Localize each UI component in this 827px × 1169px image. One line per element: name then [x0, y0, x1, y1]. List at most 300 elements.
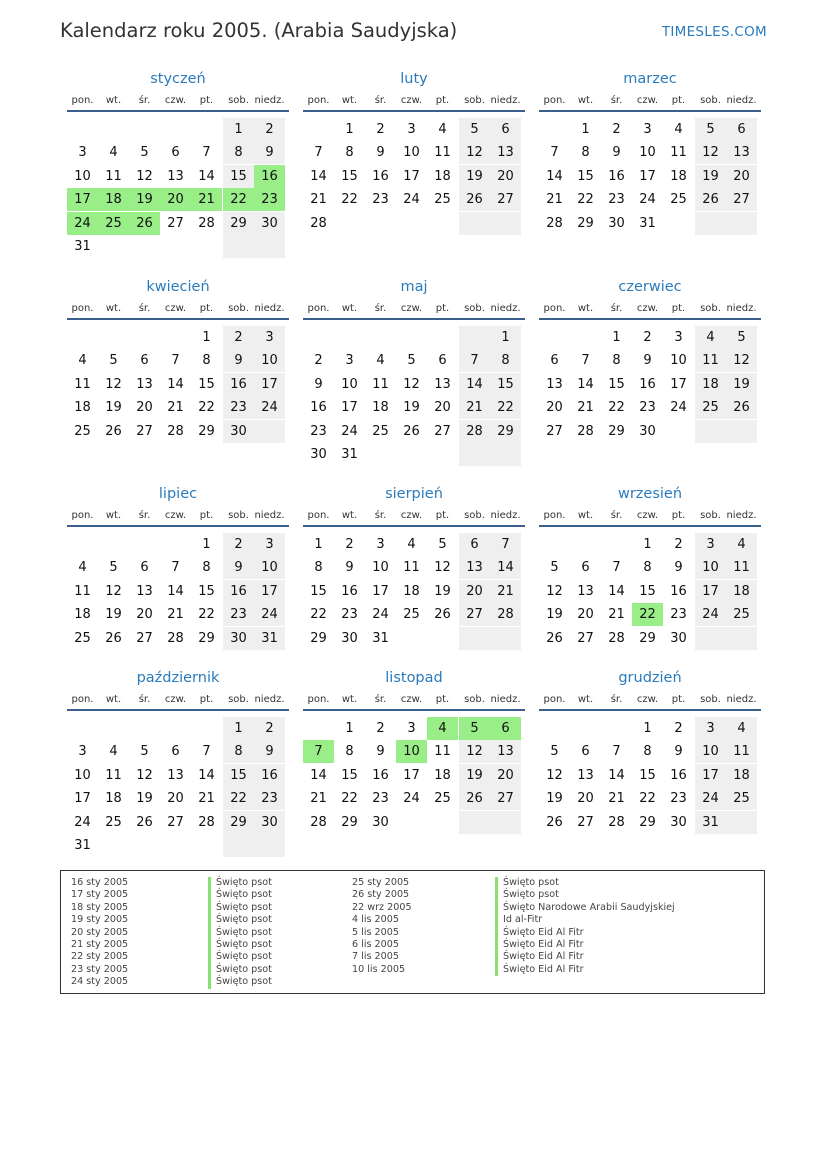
month-block [539, 279, 761, 479]
calendar-day: 11 [74, 583, 91, 599]
legend-holiday-name: Święto psot [208, 939, 272, 951]
calendar-day: 24 [254, 603, 285, 626]
calendar-day: 1 [643, 721, 652, 736]
weekday-label: wt. [105, 95, 122, 106]
calendar-day: 23 [372, 791, 389, 807]
calendar-day: 21 [310, 791, 327, 807]
calendar-day: 7 [612, 560, 621, 576]
calendar-day: 5 [109, 560, 118, 576]
calendar-day: 20 [726, 165, 757, 188]
calendar-day: 4 [78, 353, 87, 369]
calendar-day: 21 [459, 396, 490, 419]
month-name: grudzień [618, 670, 682, 686]
calendar-day: 9 [674, 560, 683, 576]
calendar-day: 15 [223, 165, 254, 188]
calendar-day: 14 [167, 583, 184, 599]
calendar-day: 6 [438, 353, 447, 369]
calendar-day: 11 [695, 349, 726, 372]
calendar-day: 1 [345, 721, 354, 736]
calendar-day: 13 [490, 141, 521, 164]
calendar-day: 22 [577, 192, 594, 208]
weekday-label: sob. [464, 303, 485, 314]
calendar-day: 18 [695, 373, 726, 396]
calendar-day: 28 [490, 603, 521, 626]
calendar-day: 5 [459, 118, 490, 141]
calendar-day: 4 [109, 145, 118, 161]
legend-holiday-name: Święto psot [208, 902, 272, 914]
calendar-day: 13 [434, 376, 451, 392]
weekday-label: śr. [610, 303, 623, 314]
legend-holiday-name: Święto psot [208, 927, 272, 939]
calendar-day: 12 [105, 583, 122, 599]
month-name: październik [136, 670, 220, 686]
weekend-empty-cell [223, 834, 254, 857]
legend-holiday-name: Święto psot [208, 877, 272, 889]
month-block [67, 486, 289, 686]
calendar-day: 5 [726, 326, 757, 349]
calendar-day: 15 [639, 583, 656, 599]
calendar-day: 15 [577, 168, 594, 184]
calendar-day: 22 [341, 791, 358, 807]
weekday-label: śr. [610, 694, 623, 705]
calendar-day: 6 [581, 744, 590, 760]
calendar-day: 2 [345, 537, 354, 552]
calendar-day: 1 [643, 537, 652, 552]
legend-holiday-name: Święto psot [495, 877, 675, 889]
legend-date: 18 sty 2005 [71, 901, 129, 913]
weekday-label: wt. [577, 303, 594, 314]
legend-holiday-name: Święto psot [208, 964, 272, 976]
calendar-day: 14 [198, 168, 215, 184]
calendar-day: 26 [459, 188, 490, 211]
weekday-label: niedz. [490, 694, 521, 705]
header-rule [303, 709, 525, 711]
weekend-empty-cell [459, 627, 490, 650]
weekday-label: niedz. [726, 95, 757, 106]
calendar-day: 10 [74, 168, 91, 184]
holiday-day: 23 [254, 188, 285, 211]
calendar-day: 26 [434, 607, 451, 623]
weekday-label: śr. [138, 303, 151, 314]
calendar-day: 5 [438, 537, 447, 552]
calendar-day: 20 [434, 400, 451, 416]
calendar-day: 31 [74, 838, 91, 853]
weekday-label: niedz. [254, 694, 285, 705]
weekday-label: czw. [636, 510, 659, 521]
calendar-day: 12 [726, 349, 757, 372]
calendar-day: 13 [577, 583, 594, 599]
calendar-day: 19 [459, 165, 490, 188]
calendar-day: 4 [438, 122, 447, 137]
calendar-day: 17 [254, 580, 285, 603]
weekday-label: pt. [671, 510, 686, 521]
calendar-day: 14 [608, 767, 625, 783]
weekday-label: sob. [700, 510, 721, 521]
calendar-day: 10 [254, 349, 285, 372]
calendar-day: 24 [695, 603, 726, 626]
weekday-label: wt. [341, 95, 358, 106]
weekend-empty-cell [695, 212, 726, 235]
calendar-day: 1 [202, 330, 211, 345]
month-block [303, 486, 525, 686]
weekday-label: pt. [435, 303, 450, 314]
weekend-empty-cell [726, 627, 757, 650]
calendar-day: 1 [223, 717, 254, 740]
calendar-day: 13 [136, 583, 153, 599]
calendar-day: 27 [577, 814, 594, 830]
month-block [539, 71, 761, 271]
weekday-label: pon. [71, 95, 94, 106]
brand-link[interactable]: TIMESLES.COM [661, 24, 767, 40]
calendar-day: 21 [608, 607, 625, 623]
header-rule [539, 110, 761, 112]
calendar-day: 16 [608, 168, 625, 184]
calendar-day: 27 [167, 215, 184, 231]
calendar-day: 3 [695, 717, 726, 740]
weekend-empty-cell [490, 212, 521, 235]
calendar-day: 1 [202, 537, 211, 552]
holiday-day: 20 [160, 188, 191, 211]
calendar-day: 22 [223, 787, 254, 810]
calendar-day: 18 [726, 764, 757, 787]
calendar-day: 11 [372, 376, 389, 392]
weekday-label: wt. [341, 303, 358, 314]
calendar-day: 18 [434, 168, 451, 184]
calendar-day: 31 [695, 811, 726, 834]
calendar-day: 10 [341, 376, 358, 392]
calendar-day: 20 [577, 607, 594, 623]
month-name: marzec [623, 71, 677, 87]
calendar-day: 26 [105, 423, 122, 439]
weekday-label: pt. [199, 510, 214, 521]
calendar-day: 2 [223, 326, 254, 349]
weekday-label: pt. [671, 303, 686, 314]
calendar-day: 28 [608, 630, 625, 646]
calendar-day: 24 [670, 400, 687, 416]
weekday-label: wt. [105, 303, 122, 314]
legend-left-dates [71, 877, 128, 989]
weekday-label: śr. [610, 510, 623, 521]
weekday-label: wt. [577, 694, 594, 705]
weekday-label: sob. [228, 694, 249, 705]
calendar-day: 10 [639, 145, 656, 161]
calendar-day: 21 [167, 400, 184, 416]
calendar-day: 31 [254, 627, 285, 650]
calendar-day: 3 [345, 353, 354, 369]
calendar-day: 10 [403, 145, 420, 161]
calendar-day: 12 [403, 376, 420, 392]
calendar-day: 29 [223, 811, 254, 834]
calendar-day: 8 [643, 744, 652, 760]
calendar-day: 23 [608, 192, 625, 208]
weekday-label: wt. [341, 694, 358, 705]
calendar-day: 30 [223, 627, 254, 650]
calendar-day: 25 [403, 607, 420, 623]
calendar-day: 3 [78, 145, 87, 161]
calendar-day: 4 [376, 353, 385, 369]
calendar-day: 2 [254, 118, 285, 141]
weekend-empty-cell [695, 420, 726, 443]
calendar-day: 22 [341, 192, 358, 208]
calendar-day: 30 [341, 630, 358, 646]
calendar-day: 27 [490, 188, 521, 211]
legend-date: 10 lis 2005 [352, 963, 406, 975]
calendar-day: 30 [608, 215, 625, 231]
holiday-day: 25 [98, 212, 129, 235]
calendar-day: 21 [310, 192, 327, 208]
calendar-day: 8 [643, 560, 652, 576]
calendar-day: 8 [223, 141, 254, 164]
calendar-day: 25 [434, 192, 451, 208]
calendar-day: 31 [74, 239, 91, 254]
holiday-day: 26 [129, 212, 160, 235]
calendar-day: 9 [643, 353, 652, 369]
calendar-day: 16 [341, 583, 358, 599]
calendar-day: 1 [345, 122, 354, 137]
header-rule [67, 709, 289, 711]
calendar-day: 16 [310, 400, 327, 416]
month-name: maj [400, 279, 428, 295]
month-name: wrzesień [617, 486, 683, 502]
calendar-day: 6 [140, 560, 149, 576]
weekday-label: niedz. [254, 510, 285, 521]
holiday-day: 24 [67, 212, 98, 235]
calendar-day: 30 [670, 814, 687, 830]
calendar-day: 27 [577, 630, 594, 646]
calendar-day: 9 [345, 560, 354, 576]
calendar-day: 1 [490, 326, 521, 349]
calendar-day: 29 [198, 630, 215, 646]
calendar-day: 8 [202, 353, 211, 369]
legend-date: 25 sty 2005 [352, 877, 410, 888]
calendar-day: 13 [459, 556, 490, 579]
calendar-day: 20 [167, 791, 184, 807]
calendar-day: 4 [78, 560, 87, 576]
calendar-day: 15 [639, 767, 656, 783]
calendar-day: 2 [643, 330, 652, 345]
calendar-day: 20 [577, 791, 594, 807]
calendar-day: 6 [581, 560, 590, 576]
calendar-day: 26 [459, 787, 490, 810]
calendar-day: 14 [167, 376, 184, 392]
weekday-label: czw. [164, 303, 187, 314]
calendar-day: 27 [490, 787, 521, 810]
calendar-day: 24 [695, 787, 726, 810]
calendar-day: 28 [198, 215, 215, 231]
calendar-day: 14 [490, 556, 521, 579]
weekday-label: pon. [71, 510, 94, 521]
calendar-day: 15 [341, 767, 358, 783]
calendar-day: 27 [459, 603, 490, 626]
legend-holiday-name: Święto psot [208, 914, 272, 926]
calendar-day: 3 [254, 326, 285, 349]
calendar-day: 19 [105, 607, 122, 623]
calendar-day: 15 [223, 764, 254, 787]
calendar-day: 21 [577, 400, 594, 416]
calendar-day: 2 [254, 717, 285, 740]
weekday-label: wt. [105, 694, 122, 705]
calendar-day: 28 [459, 420, 490, 443]
weekday-label: śr. [374, 510, 387, 521]
header-rule [303, 110, 525, 112]
legend-date: 20 sty 2005 [71, 926, 129, 938]
weekday-label: śr. [138, 95, 151, 106]
calendar-day: 21 [198, 791, 215, 807]
calendar-day: 17 [403, 168, 420, 184]
calendar-day: 9 [612, 145, 621, 161]
weekday-label: czw. [636, 95, 659, 106]
calendar-day: 6 [171, 145, 180, 161]
header-rule [67, 525, 289, 527]
calendar-day: 28 [310, 215, 327, 231]
calendar-day: 11 [105, 168, 122, 184]
calendar-day: 7 [171, 353, 180, 369]
calendar-day: 2 [612, 122, 621, 137]
holiday-legend [60, 870, 765, 994]
calendar-day: 5 [550, 744, 559, 760]
calendar-day: 5 [140, 145, 149, 161]
weekday-label: czw. [400, 694, 423, 705]
calendar-day: 5 [140, 744, 149, 760]
calendar-day: 3 [254, 533, 285, 556]
calendar-day: 9 [376, 145, 385, 161]
weekend-empty-cell [223, 235, 254, 258]
calendar-day: 17 [254, 373, 285, 396]
calendar-day: 15 [310, 583, 327, 599]
calendar-day: 15 [198, 376, 215, 392]
weekend-empty-cell [459, 443, 490, 466]
calendar-day: 22 [490, 396, 521, 419]
calendar-day: 13 [490, 740, 521, 763]
weekday-label: pon. [307, 95, 330, 106]
weekday-label: pon. [543, 303, 566, 314]
legend-holiday-name: Święto psot [208, 951, 272, 963]
calendar-day: 29 [223, 212, 254, 235]
calendar-day: 20 [136, 400, 153, 416]
calendar-day: 28 [546, 215, 563, 231]
weekday-label: czw. [400, 303, 423, 314]
legend-date: 24 sty 2005 [71, 976, 129, 988]
legend-holiday-name: Święto psot [208, 889, 272, 901]
calendar-day: 28 [167, 423, 184, 439]
calendar-day: 3 [376, 537, 385, 552]
holiday-day: 19 [129, 188, 160, 211]
legend-left-names [208, 877, 272, 989]
calendar-day: 4 [695, 326, 726, 349]
calendar-day: 3 [407, 721, 416, 736]
weekday-label: czw. [400, 95, 423, 106]
calendar-day: 27 [434, 423, 451, 439]
weekday-label: śr. [374, 694, 387, 705]
legend-date: 26 sty 2005 [352, 889, 410, 901]
weekend-empty-cell [254, 235, 285, 258]
calendar-day: 6 [459, 533, 490, 556]
weekday-label: pt. [435, 510, 450, 521]
month-block [303, 670, 525, 870]
calendar-day: 13 [167, 767, 184, 783]
calendar-day: 7 [490, 533, 521, 556]
calendar-day: 16 [639, 376, 656, 392]
calendar-day: 19 [136, 791, 153, 807]
holiday-day: 6 [490, 717, 521, 740]
calendar-day: 28 [577, 423, 594, 439]
legend-date: 7 lis 2005 [352, 951, 399, 963]
calendar-day: 25 [372, 423, 389, 439]
calendar-day: 13 [136, 376, 153, 392]
calendar-day: 17 [695, 580, 726, 603]
calendar-day: 10 [372, 560, 389, 576]
calendar-day: 26 [546, 630, 563, 646]
calendar-day: 30 [223, 420, 254, 443]
calendar-day: 23 [254, 787, 285, 810]
calendar-day: 5 [550, 560, 559, 576]
calendar-day: 14 [608, 583, 625, 599]
legend-holiday-name: Święto psot [495, 889, 675, 901]
calendar-day: 13 [577, 767, 594, 783]
calendar-day: 25 [74, 423, 91, 439]
calendar-day: 8 [223, 740, 254, 763]
calendar-day: 21 [546, 192, 563, 208]
legend-right-names [495, 877, 675, 976]
calendar-day: 23 [639, 400, 656, 416]
calendar-day: 2 [376, 122, 385, 137]
weekend-empty-cell [695, 627, 726, 650]
header-rule [303, 525, 525, 527]
calendar-day: 19 [459, 764, 490, 787]
calendar-day: 18 [403, 583, 420, 599]
weekday-label: sob. [700, 694, 721, 705]
weekday-label: sob. [228, 303, 249, 314]
calendar-day: 3 [674, 330, 683, 345]
weekday-label: niedz. [726, 510, 757, 521]
month-block [67, 670, 289, 870]
weekday-label: pt. [435, 95, 450, 106]
calendar-day: 23 [372, 192, 389, 208]
calendar-day: 2 [376, 721, 385, 736]
calendar-day: 23 [670, 791, 687, 807]
calendar-day: 21 [490, 580, 521, 603]
calendar-day: 26 [403, 423, 420, 439]
calendar-day: 12 [546, 583, 563, 599]
calendar-day: 14 [198, 767, 215, 783]
calendar-day: 23 [310, 423, 327, 439]
weekday-label: sob. [464, 95, 485, 106]
calendar-day: 10 [695, 556, 726, 579]
calendar-day: 4 [109, 744, 118, 760]
calendar-day: 23 [223, 603, 254, 626]
calendar-day: 5 [695, 118, 726, 141]
calendar-day: 6 [171, 744, 180, 760]
calendar-day: 31 [341, 447, 358, 462]
calendar-day: 13 [726, 141, 757, 164]
calendar-day: 7 [459, 349, 490, 372]
weekday-label: pon. [307, 694, 330, 705]
calendar-day: 8 [314, 560, 323, 576]
calendar-day: 30 [372, 814, 389, 830]
calendar-day: 16 [372, 168, 389, 184]
calendar-day: 30 [670, 630, 687, 646]
calendar-day: 10 [670, 353, 687, 369]
legend-date: 23 sty 2005 [71, 963, 129, 975]
legend-date: 5 lis 2005 [352, 926, 399, 938]
calendar-day: 11 [726, 740, 757, 763]
calendar-day: 20 [459, 580, 490, 603]
weekday-label: sob. [464, 694, 485, 705]
calendar-day: 17 [695, 764, 726, 787]
calendar-day: 2 [314, 353, 323, 369]
calendar-day: 14 [310, 767, 327, 783]
calendar-day: 19 [434, 583, 451, 599]
